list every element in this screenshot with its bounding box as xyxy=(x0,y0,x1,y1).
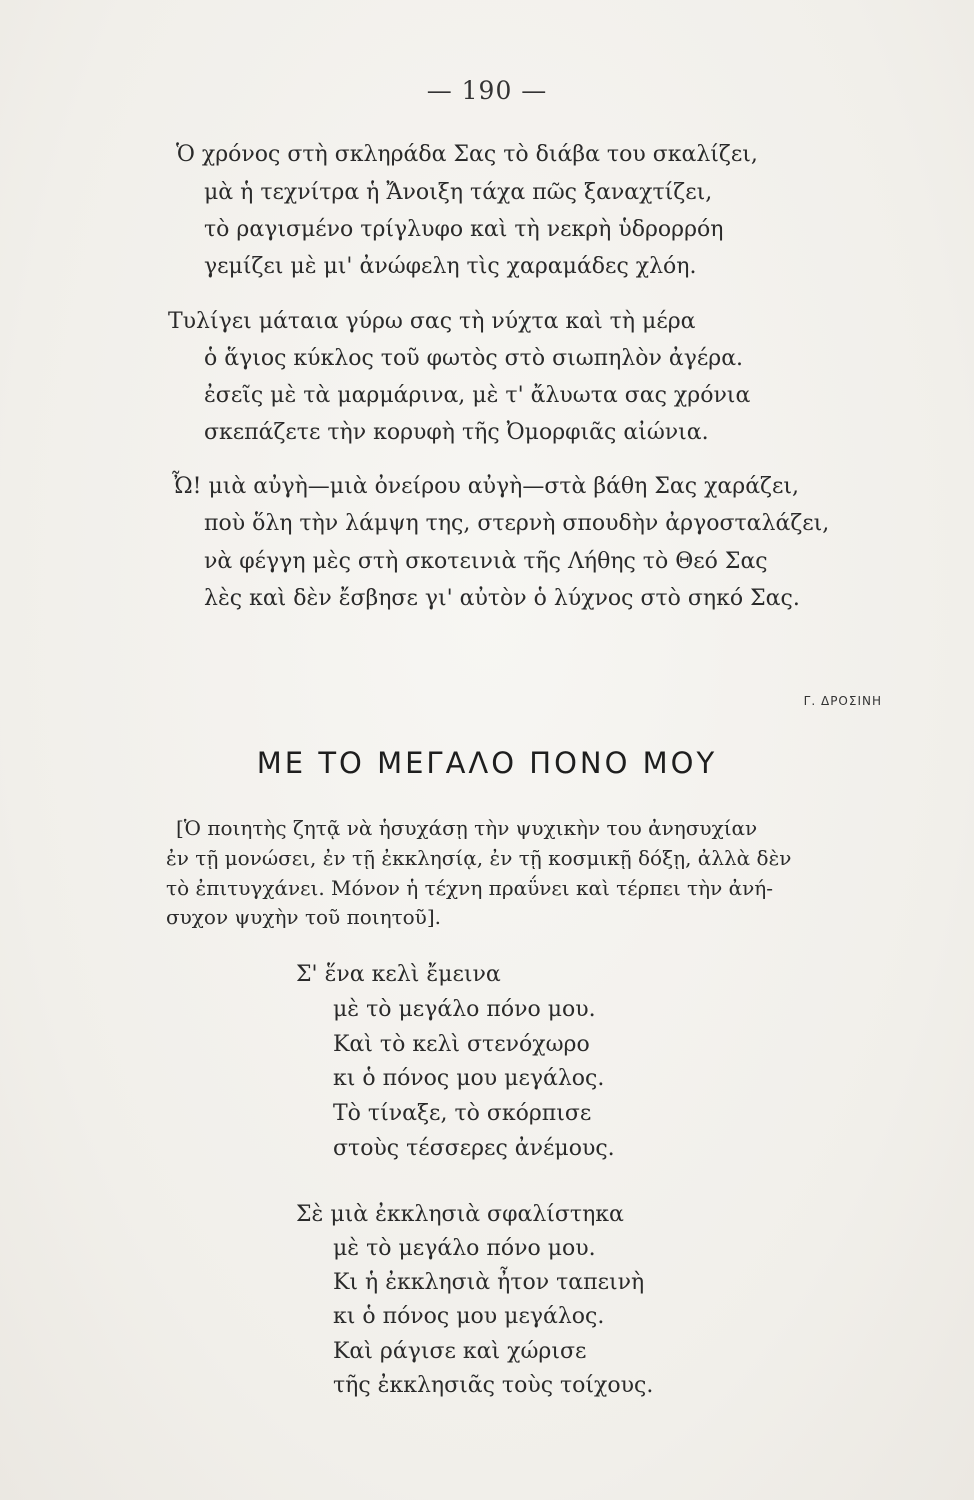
verse-line: Ὦ! μιὰ αὐγὴ—μιὰ ὀνείρου αὐγὴ—στὰ βάθη Σας χαράζει, xyxy=(172,474,799,499)
verse-line: Σ' ἕνα κελὶ ἔμεινα xyxy=(296,962,501,987)
intro-line: ἐν τῇ μονώσει, ἐν τῇ ἐκκλησίᾳ, ἐν τῇ κοσμικῇ δόξῃ, ἀλλὰ δὲν xyxy=(166,846,792,870)
verse-line: Κι ἡ ἐκκλησιὰ ἦτον ταπεινὴ xyxy=(333,1270,645,1295)
verse-line: Τὸ τίναξε, τὸ σκόρπισε xyxy=(333,1101,592,1126)
verse-line: Σὲ μιὰ ἐκκλησιὰ σφαλίστηκα xyxy=(296,1202,624,1227)
verse-line: μὰ ἡ τεχνίτρα ἡ Ἄνοιξη τάχα πῶς ξαναχτίζει, xyxy=(204,180,713,205)
verse-line: κι ὁ πόνος μου μεγάλος. xyxy=(333,1066,605,1091)
verse-line: Ὁ χρόνος στὴ σκληράδα Σας τὸ διάβα του σκαλίζει, xyxy=(176,142,758,167)
poem-title: ΜΕ ΤΟ ΜΕΓΑΛΟ ΠΟΝΟ ΜΟΥ xyxy=(256,746,718,780)
verse-line: μὲ τὸ μεγάλο πόνο μου. xyxy=(333,1236,596,1261)
verse-line: Τυλίγει μάταια γύρω σας τὴ νύχτα καὶ τὴ μέρα xyxy=(168,309,696,334)
verse-line: ὁ ἅγιος κύκλος τοῦ φωτὸς στὸ σιωπηλὸν ἀγέρα. xyxy=(204,346,744,371)
page-number: — 190 — xyxy=(426,76,548,105)
verse-line: σκεπάζετε τὴν κορυφὴ τῆς Ὀμορφιᾶς αἰώνια. xyxy=(204,420,709,445)
verse-line: Καὶ ράγισε καὶ χώρισε xyxy=(333,1339,587,1364)
verse-line: τὸ ραγισμένο τρίγλυφο καὶ τὴ νεκρὴ ὑδρορρόη xyxy=(204,217,724,242)
verse-line: ποὺ ὅλη τὴν λάμψη της, στερνὴ σπουδὴν ἀργοσταλάζει, xyxy=(204,511,830,536)
verse-line: λὲς καὶ δὲν ἔσβησε γι' αὐτὸν ὁ λύχνος στὸ σηκό Σας. xyxy=(204,586,800,611)
verse-line: γεμίζει μὲ μι' ἀνώφελη τὶς χαραμάδες χλόη. xyxy=(204,254,697,279)
verse-line: τῆς ἐκκλησιᾶς τοὺς τοίχους. xyxy=(333,1373,654,1398)
verse-line: νὰ φέγγη μὲς στὴ σκοτεινιὰ τῆς Λήθης τὸ Θεό Σας xyxy=(204,549,768,574)
intro-line: [Ὁ ποιητὴς ζητᾷ νὰ ἡσυχάσῃ τὴν ψυχικὴν του ἀνησυχίαν xyxy=(176,816,758,840)
intro-line: τὸ ἐπιτυγχάνει. Μόνον ἡ τέχνη πραΰνει καὶ τέρπει τὴν ἀνή- xyxy=(166,876,774,900)
verse-line: Καὶ τὸ κελὶ στενόχωρο xyxy=(333,1032,590,1057)
verse-line: ἐσεῖς μὲ τὰ μαρμάρινα, μὲ τ' ἄλυωτα σας χρόνια xyxy=(204,383,751,408)
verse-line: μὲ τὸ μεγάλο πόνο μου. xyxy=(333,997,596,1022)
verse-line: κι ὁ πόνος μου μεγάλος. xyxy=(333,1304,605,1329)
intro-line: συχον ψυχὴν τοῦ ποιητοῦ]. xyxy=(166,905,441,929)
verse-line: στοὺς τέσσερες ἀνέμους. xyxy=(333,1136,615,1161)
author-signature: Γ. ΔΡΟΣΙΝΗ xyxy=(803,694,882,708)
